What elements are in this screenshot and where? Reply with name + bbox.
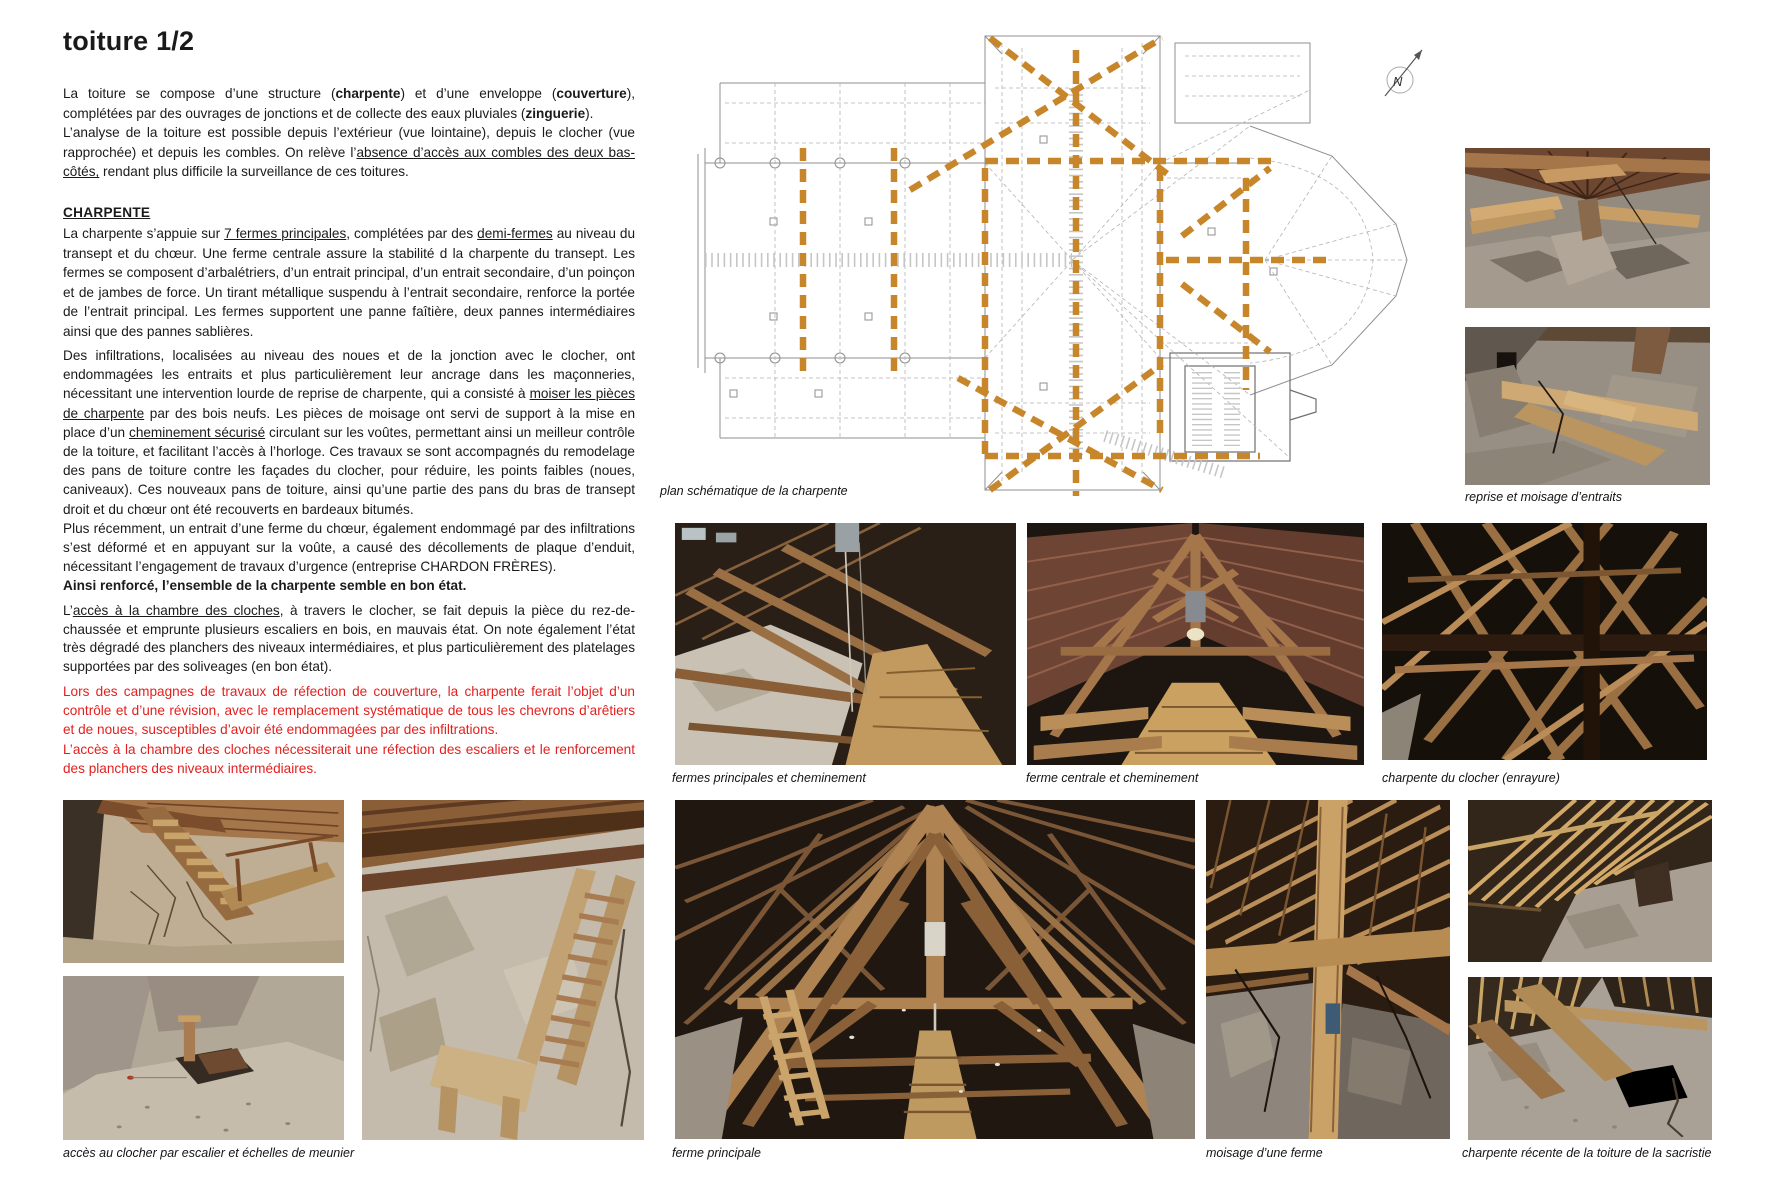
sacristie-caption: charpente récente de la toiture de la sacristie (1462, 1146, 1712, 1160)
recommendations-paragraph-red: Lors des campagnes de travaux de réfection de couverture, la charpente ferait l’objet d’un contrôle et d’une révision, avec le remplacement systématique de tous les chevrons d’arêtiers et de noues, susceptibles d’avoir été endommagées par des infiltrations. L’accès à la chambre des cloches nécessiterait une réfection des escaliers et le renforcement des planchers des niveaux intermédiaires. (63, 684, 635, 776)
plan-schematique-drawing (610, 28, 1440, 503)
acces-paragraph: L’accès à la chambre des cloches, à travers le clocher, se fait depuis la pièce du rez-de-chaussée et emprunte plusieurs escaliers en bois, en mauvais état. On note également l’état très dégradé des planchers des niveaux intermédiaires, et plus particulièrement des platelages supportées par des soliveages (en bon état). (63, 603, 635, 674)
intro-paragraph: La toiture se compose d’une structure (charpente) et d’une enveloppe (couverture), complétées par des ouvrages de jonctions et de collecte des eaux pluviales (zinguerie). L’analyse de la toiture est possible depuis l’extérieur (vue lointaine), depuis le clocher (vue rapprochée) et depuis les combles. On relève l’absence d’accès aux combles des deux bas-côtés, rendant plus difficile la surveillance de ces toitures. (63, 86, 635, 180)
charpente-heading: CHARPENTE (63, 205, 151, 220)
north-arrow-icon (1385, 50, 1422, 96)
moisage-ferme-caption: moisage d’une ferme (1206, 1146, 1323, 1160)
photo-reprise-entrait-1 (1465, 148, 1710, 308)
photo-acces-clocher-3 (362, 800, 644, 1140)
photo-ferme-principale (675, 800, 1195, 1139)
clocher-caption: charpente du clocher (enrayure) (1382, 771, 1560, 785)
photo-acces-clocher-2 (63, 976, 344, 1140)
fermes-principales-caption: fermes principales et cheminement (672, 771, 866, 785)
photo-moisage-ferme (1206, 800, 1450, 1139)
plan-caption: plan schématique de la charpente (660, 484, 848, 498)
charpente-paragraph: La charpente s’appuie sur 7 fermes principales, complétées par des demi-fermes au niveau du transept et du chœur. Une ferme centrale assure la stabilité d la charpente du transept. Les fermes se composent d’arbalétriers, d’un entrait principal, d’un entrait secondaire, d’un poinçon et de jambes de force. Un tirant métallique suspendu à l’entrait secondaire, renforce la portée de l’entrait principal. Les fermes supportent une panne faîtière, deux pannes intermédiaires ainsi que des pannes sablières. (63, 226, 636, 339)
svg-text:N: N (1393, 74, 1403, 89)
page-title: toiture 1/2 (63, 26, 195, 56)
photo-sacristie-2 (1468, 977, 1712, 1140)
photo-ferme-centrale (1027, 523, 1364, 765)
infiltrations-paragraph: Des infiltrations, localisées au niveau des noues et de la jonction avec le clocher, ont endommagées les entraits et plus particulièrement leur ancrage dans les maçonneries, nécessitant une intervention lourde de reprise de charpente, qui a consisté à moiser les pièces de charpente par des bois neufs. Les pièces de moisage ont servi de support à la mise en place d’un cheminement sécurisé circulant sur les voûtes, permettant ainsi un meilleur contrôle de la toiture, et facilitant l’accès à l’horloge. Ces travaux se sont accompagnés du remodelage des pans de toiture contre les façades du clocher, pour réduire, les points faibles (noues, caniveaux). Ces nouveaux pans de toiture, ainsi qu’une partie des pans du bras de transept droit et du chœur ont été recouverts en bardeaux bitumés. Plus récemment, un entrait d’une ferme du chœur, également endommagé par des infiltrations s’est déformé et en appuyant sur la voûte, a causé des décollements de plaque d’enduit, nécessitant l’engagement de travaux d’urgence (entreprise CHARDON FRÈRES). Ainsi renforcé, l’ensemble de la charpente semble en bon état. (63, 348, 636, 594)
photo-fermes-principales (675, 523, 1016, 765)
photo-charpente-clocher (1382, 523, 1707, 760)
ferme-principale-caption: ferme principale (672, 1146, 761, 1160)
photo-sacristie-1 (1468, 800, 1712, 962)
reprise-caption: reprise et moisage d’entraits (1465, 490, 1623, 504)
photo-reprise-entrait-2 (1465, 327, 1710, 485)
photo-acces-clocher-1 (63, 800, 344, 963)
ferme-centrale-caption: ferme centrale et cheminement (1026, 771, 1199, 785)
acces-clocher-caption: accès au clocher par escalier et échelles de meunier (63, 1146, 355, 1160)
